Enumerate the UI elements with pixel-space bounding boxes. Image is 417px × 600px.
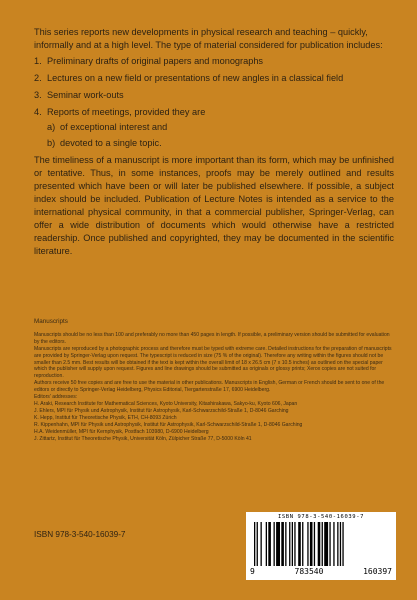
barcode-bar [294, 522, 295, 566]
editors-label: Editors' addresses: [34, 394, 78, 401]
barcode-bar [261, 522, 262, 566]
list-item: 3. Seminar work-outs [34, 90, 124, 100]
manuscripts-paragraph: Authors receive 50 free copies and are free to use the material in other publications. Manuscripts in English, German or French should be sent to one of the editors or directly to Springer-Verlag Heidelberg, Physics Editorial, Tiergartenstraße 17, 6900 Heidelberg. [34, 380, 385, 394]
barcode-bar [281, 522, 284, 566]
barcode-bar [324, 522, 328, 566]
barcode-bar [322, 522, 323, 566]
barcode-bar [333, 522, 334, 566]
manuscripts-paragraph: Manuscripts are reproduced by a photographic process and therefore must be typed with extreme care. Detailed instructions for the preparation of manuscripts are provided by Springer-Verlag upon request. The typescript is reduced in size (75 % of the original). Therefore any writing within the figures should not be smaller than 2.5 mm. Best results will be obtained if the text is kept within the overall limit of 18 x 26.5 cm (7 x 10.5 inches) as outlined on the special paper which the publisher will supply upon request. Figures and line drawings should be submitted as originals or glossy prints; Xerox copies are not suited for reproduction. [34, 345, 392, 380]
barcode-bars [254, 522, 388, 568]
barcode-bar [337, 522, 338, 566]
editor-address: K. Hepp, Institut für Theoretische Physik, ETH, CH-8093 Zürich [34, 414, 177, 421]
manuscripts-paragraph: Manuscripts should be no less than 100 and preferably no more than 450 pages in length. If possible, a preliminary version should be submitted for evaluation by the editors. [34, 331, 390, 345]
barcode-right-group: 160397 [363, 567, 392, 576]
isbn-number: ISBN 978-3-540-16039-7 [34, 530, 126, 539]
editor-address: H. Araki, Research Institute for Mathematical Sciences, Kyoto University, Kitashirakawa, Sakyo-ku, Kyoto 606, Japan [34, 400, 298, 407]
editor-address: R. Kippenhahn, MPI für Physik und Astrophysik, Institut für Astrophysik, Karl-Schwarzschild-Straße 1, D-8046 Garching [34, 421, 303, 428]
manuscripts-heading: Manuscripts [34, 318, 68, 325]
list-item: 4. Reports of meetings, provided they are a) of exceptional interest and b) devoted to a single topic. [34, 106, 394, 150]
barcode-bar [292, 522, 293, 566]
barcode-bar [285, 522, 286, 566]
barcode-bar [274, 522, 275, 566]
barcode-bar [289, 522, 290, 566]
barcode-bar [266, 522, 267, 566]
barcode-bar [298, 522, 301, 566]
editor-address: H.A. Weidenmüller, MPI für Kernphysik, Postfach 103980, D-6900 Heidelberg [34, 428, 209, 435]
barcode-bar [307, 522, 308, 566]
barcode-digits [247, 567, 395, 576]
material-type-list [34, 55, 394, 150]
list-item: a) of exceptional interest and [47, 122, 168, 132]
intro-lead: This series reports new developments in physical research and teaching – quickly, informally and at a high level. The type of material considered for publication includes: [34, 27, 383, 50]
manuscripts-section [34, 319, 394, 442]
timeliness-paragraph: The timeliness of a manuscript is more important than its form, which may be unfinished or tentative. Thus, in some instances, proofs may be merely outlined and results presented which have been or will later be published elsewhere. If possible, a subject index should be included. Publication of Lecture Notes is intended as a service to the international physical community, in that a commercial publisher, Springer-Verlag, can offer a wide distribution of documents which would otherwise have a restricted readership. Once published and copyrighted, they may be documented in the scientific literature. [34, 155, 394, 256]
barcode-bar [268, 522, 271, 566]
barcode-bar [257, 522, 258, 566]
editor-address: J. Zittartz, Institut für Theoretische Physik, Universität Köln, Zülpicher Straße 77, D-5000 Köln 41 [34, 435, 252, 442]
barcode-bar [342, 522, 343, 566]
barcode-bar [254, 522, 255, 566]
barcode-bar [314, 522, 315, 566]
barcode-bar [302, 522, 303, 566]
list-item: 1. Preliminary drafts of original papers and monographs [34, 56, 264, 66]
barcode-bar [318, 522, 321, 566]
barcode-bar [276, 522, 280, 566]
series-description [34, 26, 394, 258]
meeting-conditions-list [34, 121, 394, 150]
editor-address: J. Ehlers, MPI für Physik und Astrophysik, Institut für Astrophysik, Karl-Schwarzschild-Straße 1, D-8046 Garching [34, 407, 289, 414]
barcode-left-group: 783540 [294, 567, 324, 576]
barcode-lead-digit: 9 [250, 567, 255, 576]
barcode-bar [340, 522, 341, 566]
list-item: b) devoted to a single topic. [47, 138, 162, 148]
barcode-bar [310, 522, 313, 566]
list-item: 2. Lectures on a new field or presentations of new angles in a classical field [34, 73, 344, 83]
barcode-isbn-label: ISBN 978-3-540-16039-7 [277, 514, 365, 520]
barcode [246, 512, 396, 580]
barcode-bar [329, 522, 330, 566]
